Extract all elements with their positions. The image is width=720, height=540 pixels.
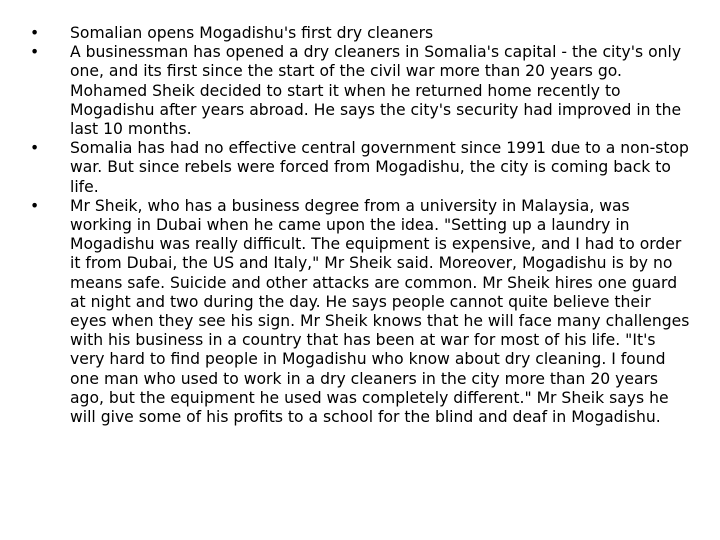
bullet-item-opening [30,43,690,139]
bullet-icon: • [30,43,40,62]
bullet-item-context [30,139,690,197]
bullet-list [30,24,690,427]
bullet-icon: • [30,24,40,42]
bullet-text: A businessman has opened a dry cleaners in Somalia's capital - the city's only one, and its first since the start of the civil war more than 20 years go. Mohamed Sheik decided to start it when he returned home recently to Mogadishu after years abroad. He says the city's security had improved in the last 10 months. [70,43,682,139]
bullet-text: Somalian opens Mogadishu's first dry cleaners [70,24,434,42]
bullet-icon: • [30,139,40,158]
bullet-item-headline [30,24,690,43]
bullet-text: Somalia has had no effective central government since 1991 due to a non-stop war. But since rebels were forced from Mogadishu, the city is coming back to life. [70,139,689,196]
bullet-icon: • [30,196,40,215]
bullet-item-details [30,197,690,427]
bullet-text: Mr Sheik, who has a business degree from a university in Malaysia, was working in Dubai when he came upon the idea. "Setting up a laundry in Mogadishu was really difficult. The equipment is expensive, and I had to order it from Dubai, the US and Italy," Mr Sheik said. Moreover, Mogadishu is by no means safe. Suicide and other attacks are common. Mr Sheik hires one guard at night and two during the day. He says people cannot quite believe their eyes when they see his sign. Mr Sheik knows that he will face many challenges with his business in a country that has been at war for most of his life. "It's very hard to find people in Mogadishu who know about dry cleaning. I found one man who used to work in a dry cleaners in the city more than 20 years ago, but the equipment he used was completely different." Mr Sheik says he will give some of his profits to a school for the blind and deaf in Mogadishu. [70,196,690,427]
